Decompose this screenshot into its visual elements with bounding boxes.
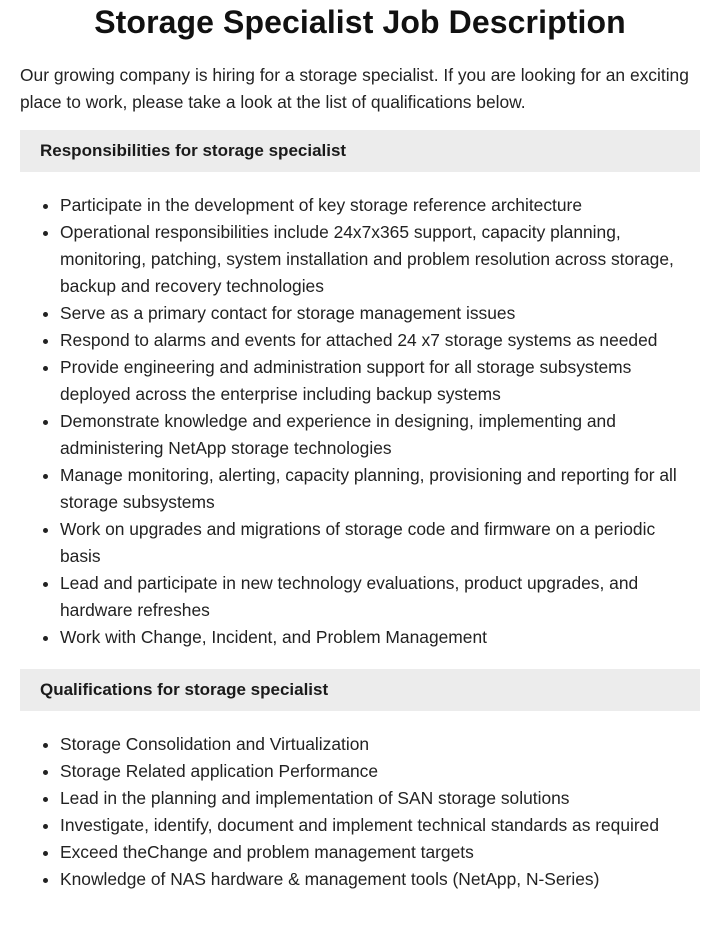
list-item: Storage Related application Performance — [60, 758, 700, 785]
qualifications-list — [20, 731, 700, 893]
responsibilities-heading: Responsibilities for storage specialist — [20, 130, 700, 172]
list-item: Lead in the planning and implementation of SAN storage solutions — [60, 785, 700, 812]
list-item: Work with Change, Incident, and Problem Management — [60, 624, 700, 651]
list-item: Serve as a primary contact for storage management issues — [60, 300, 700, 327]
list-item: Investigate, identify, document and implement technical standards as required — [60, 812, 700, 839]
list-item: Exceed theChange and problem management targets — [60, 839, 700, 866]
list-item: Storage Consolidation and Virtualization — [60, 731, 700, 758]
list-item: Manage monitoring, alerting, capacity planning, provisioning and reporting for all storage subsystems — [60, 462, 700, 516]
list-item: Respond to alarms and events for attached 24 x7 storage systems as needed — [60, 327, 700, 354]
list-item: Work on upgrades and migrations of storage code and firmware on a periodic basis — [60, 516, 700, 570]
list-item: Operational responsibilities include 24x7x365 support, capacity planning, monitoring, patching, system installation and problem resolution across storage, backup and recovery technologies — [60, 219, 700, 300]
responsibilities-list — [20, 192, 700, 651]
intro-paragraph: Our growing company is hiring for a storage specialist. If you are looking for an exciting place to work, please take a look at the list of qualifications below. — [20, 65, 689, 112]
list-item: Knowledge of NAS hardware & management tools (NetApp, N-Series) — [60, 866, 700, 893]
list-item: Demonstrate knowledge and experience in designing, implementing and administering NetApp storage technologies — [60, 408, 700, 462]
page-title: Storage Specialist Job Description — [94, 4, 626, 40]
qualifications-heading: Qualifications for storage specialist — [20, 669, 700, 711]
list-item: Provide engineering and administration support for all storage subsystems deployed across the enterprise including backup systems — [60, 354, 700, 408]
list-item: Participate in the development of key storage reference architecture — [60, 192, 700, 219]
list-item: Lead and participate in new technology evaluations, product upgrades, and hardware refreshes — [60, 570, 700, 624]
